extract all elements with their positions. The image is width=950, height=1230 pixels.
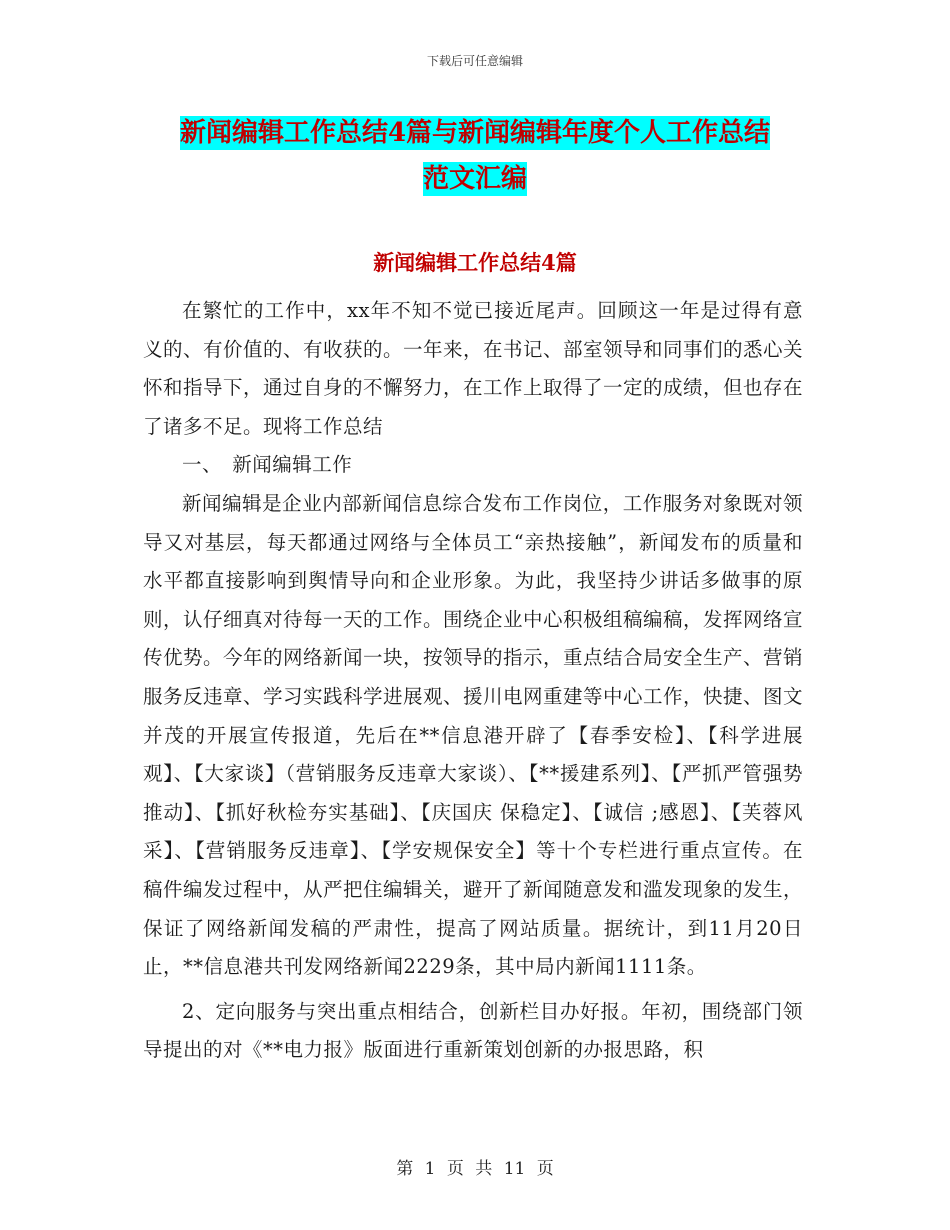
document-title-line-1: 新闻编辑工作总结4篇与新闻编辑年度个人工作总结: [179, 118, 771, 148]
section-title: 新闻编辑工作总结4篇: [373, 250, 577, 275]
document-title-line-2: 范文汇编: [422, 164, 527, 194]
paragraph-news-editing: 新闻编辑是企业内部新闻信息综合发布工作岗位，工作服务对象既对领导又对基层，每天都通过网络与全体员工“亲热接触”，新闻发布的质量和水平都直接影响到舆情导向和企业形象。为此，我坚持少讲话多做事的原则，认仔细真对待每一天的工作。围绕企业中心积极组稿编稿，发挥网络宣传优势。今年的网络新闻一块，按领导的指示，重点结合局安全生产、营销服务反违章、学习实践科学进展观、援川电网重建等中心工作，快捷、图文并茂的开展宣传报道，先后在**信息港开辟了【春季安检】、【科学进展观】、【大家谈】（营销服务反违章大家谈）、【**援建系列】、【严抓严管强势推动】、【抓好秋检夯实基础】、【庆国庆 保稳定】、【诚信 ;感恩】、【芙蓉风采】、【营销服务反违章】、【学安规保安全】等十个专栏进行重点宣传。在稿件编发过程中，从严把住编辑关，避开了新闻随意发和滥发现象的发生，保证了网络新闻发稿的严肃性，提高了网站质量。据统计，到11月20日止，**信息港共刊发网络新闻2229条，其中局内新闻1111条。: [143, 491, 804, 979]
page-header-note: 下载后可任意编辑: [426, 54, 523, 68]
document-body: [143, 292, 803, 1070]
page-number: 第 1 页 共 11 页: [396, 1159, 554, 1179]
paragraph-item-2: 2、定向服务与突出重点相结合，创新栏目办好报。年初，围绕部门领导提出的对《**电力报》版面进行重新策划创新的办报思路，积: [143, 999, 803, 1062]
paragraph-intro: 在繁忙的工作中，xx年不知不觉已接近尾声。回顾这一年是过得有意义的、有价值的、有收获的。一年来，在书记、部室领导和同事们的悉心关怀和指导下，通过自身的不懈努力，在工作上取得了一定的成绩，但也存在了诸多不足。现将工作总结: [143, 299, 804, 438]
paragraph-heading-news-editing: 一、 新闻编辑工作: [182, 453, 353, 477]
document-title: [145, 110, 805, 202]
